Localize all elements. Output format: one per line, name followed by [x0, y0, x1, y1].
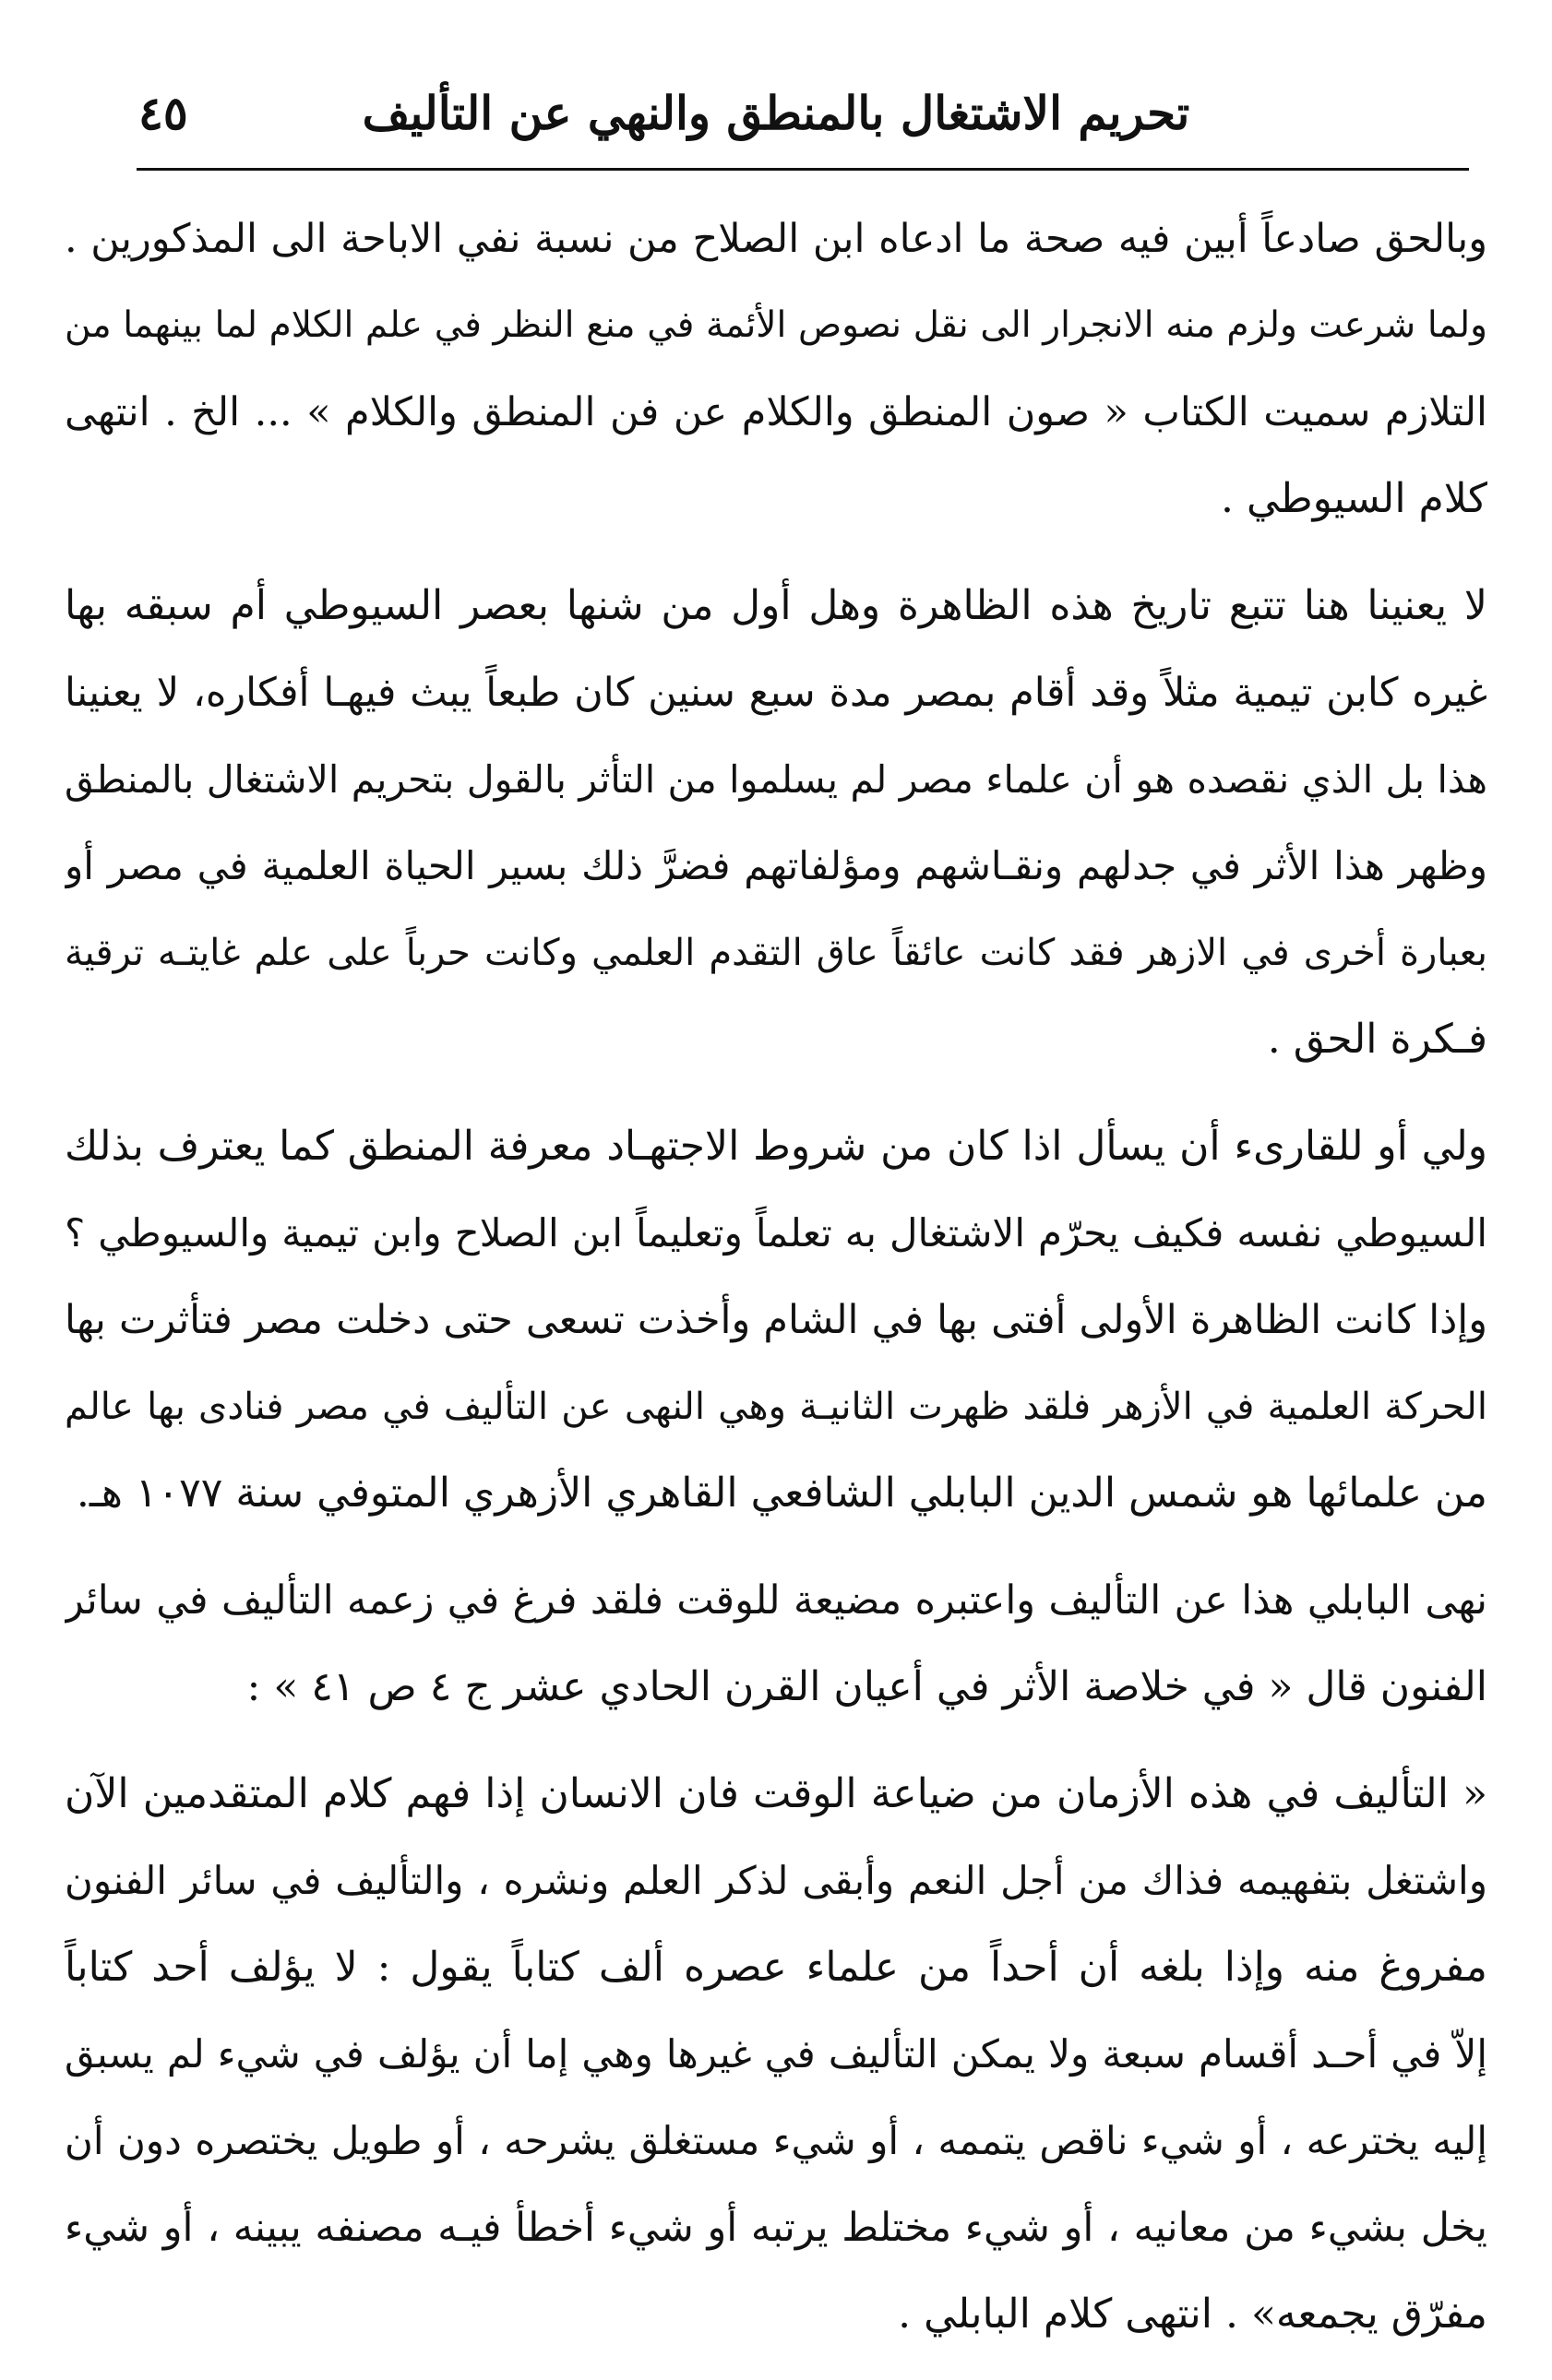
running-header	[65, 72, 1487, 155]
paragraph-gap	[65, 1537, 1487, 1557]
text-line: ولما شرعت ولزم منه الانجرار الى نقل نصوص الأئمة في منع النظر في علم الكلام لما بينهما من	[65, 304, 1487, 346]
text-line: وبالحق صادعاً أبين فيه صحة ما ادعاه ابن الصلاح من نسبة نفي الاباحة الى المذكورين .	[65, 216, 1487, 262]
text-line: وإذا كانت الظاهرة الأولى أفتى بها في الشام وأخذت تسعى حتى دخلت مصر فتأثرت بها	[65, 1297, 1487, 1343]
paragraph	[65, 1557, 1487, 1731]
text-line: إلاّ في أحـد أقسام سبعة ولا يمكن التأليف في غيرها وهي إما أن يؤلف في شيء لم يسبق	[65, 2031, 1487, 2077]
body-text	[65, 196, 1487, 2358]
text-line: الفنون قال « في خلاصة الأثر في أعيان القرن الحادي عشر ج ٤ ص ٤١ » :	[246, 1663, 1487, 1710]
text-line: نهى البابلي هذا عن التأليف واعتبره مضيعة للوقت فلقد فرغ في زعمه التأليف في سائر	[65, 1577, 1487, 1624]
paragraph	[65, 1751, 1487, 2358]
running-title: تحريم الاشتغال بالمنطق والنهي عن التأليف	[362, 86, 1190, 140]
text-line: وظهر هذا الأثر في جدلهم ونقـاشهم ومؤلفاتهم فضرَّ ذلك بسير الحياة العلمية في مصر أو	[65, 843, 1487, 888]
paragraph	[65, 196, 1487, 542]
text-line: إليه يخترعه ، أو شيء ناقص يتممه ، أو شيء مستغلق يشرحه ، أو طويل يختصره دون أن	[65, 2118, 1487, 2163]
text-line: هذا بل الذي نقصده هو أن علماء مصر لم يسلموا من التأثر بالقول بتحريم الاشتغال بالمنطق	[65, 757, 1487, 802]
text-line: من علمائها هو شمس الدين البابلي الشافعي القاهري الأزهري المتوفي سنة ١٠٧٧ هـ.	[76, 1470, 1487, 1517]
text-line: بعبارة أخرى في الازهر فقد كانت عائقاً عاق التقدم العلمي وكانت حرباً على علم غايتـه ترقية	[65, 932, 1487, 974]
text-line: غيره كابن تيمية مثلاً وقد أقام بمصر مدة سبع سنين كان طبعاً يبث فيهـا أفكاره، لا يعنينا	[65, 670, 1487, 716]
paragraph-gap	[65, 1083, 1487, 1103]
text-line: يخل بشيء من معانيه ، أو شيء مختلط يرتبه أو شيء أخطأ فيـه مصنفه يبينه ، أو شيء	[65, 2205, 1487, 2251]
text-line: مفرّق يجمعه» . انتهى كلام البابلي .	[898, 2291, 1487, 2338]
paragraph-gap	[65, 1731, 1487, 1751]
text-line: كلام السيوطي .	[1221, 475, 1487, 522]
paragraph	[65, 1103, 1487, 1537]
text-line: ولي أو للقارىء أن يسأل اذا كان من شروط الاجتهـاد معرفة المنطق كما يعترف بذلك	[65, 1123, 1487, 1170]
text-line: السيوطي نفسه فكيف يحرّم الاشتغال به تعلماً وتعليماً ابن الصلاح وابن تيمية والسيوطي ؟	[65, 1210, 1487, 1255]
text-line: « التأليف في هذه الأزمان من ضياعة الوقت فان الانسان إذا فهم كلام المتقدمين الآن	[65, 1770, 1487, 1817]
text-line: الحركة العلمية في الأزهر فلقد ظهرت الثانيـة وهي النهى عن التأليف في مصر فنادى بها عالم	[65, 1386, 1487, 1428]
header-rule	[137, 168, 1469, 171]
text-line: واشتغل بتفهيمه فذاك من أجل النعم وأبقى لذكر العلم ونشره ، والتأليف في سائر الفنون	[65, 1858, 1487, 1903]
text-line: التلازم سميت الكتاب « صون المنطق والكلام عن فن المنطق والكلام » ... الخ . انتهى	[65, 389, 1487, 435]
paragraph	[65, 563, 1487, 1083]
text-line: فـكرة الحق .	[1267, 1016, 1487, 1063]
text-line: مفروغ منه وإذا بلغه أن أحداً من علماء عصره ألف كتاباً يقول : لا يؤلف أحد كتاباً	[65, 1944, 1487, 1991]
paragraph-gap	[65, 542, 1487, 563]
page-number: ٤٥	[138, 86, 188, 140]
text-line: لا يعنينا هنا تتبع تاريخ هذه الظاهرة وهل أول من شنها بعصر السيوطي أم سبقه بها	[65, 582, 1487, 629]
